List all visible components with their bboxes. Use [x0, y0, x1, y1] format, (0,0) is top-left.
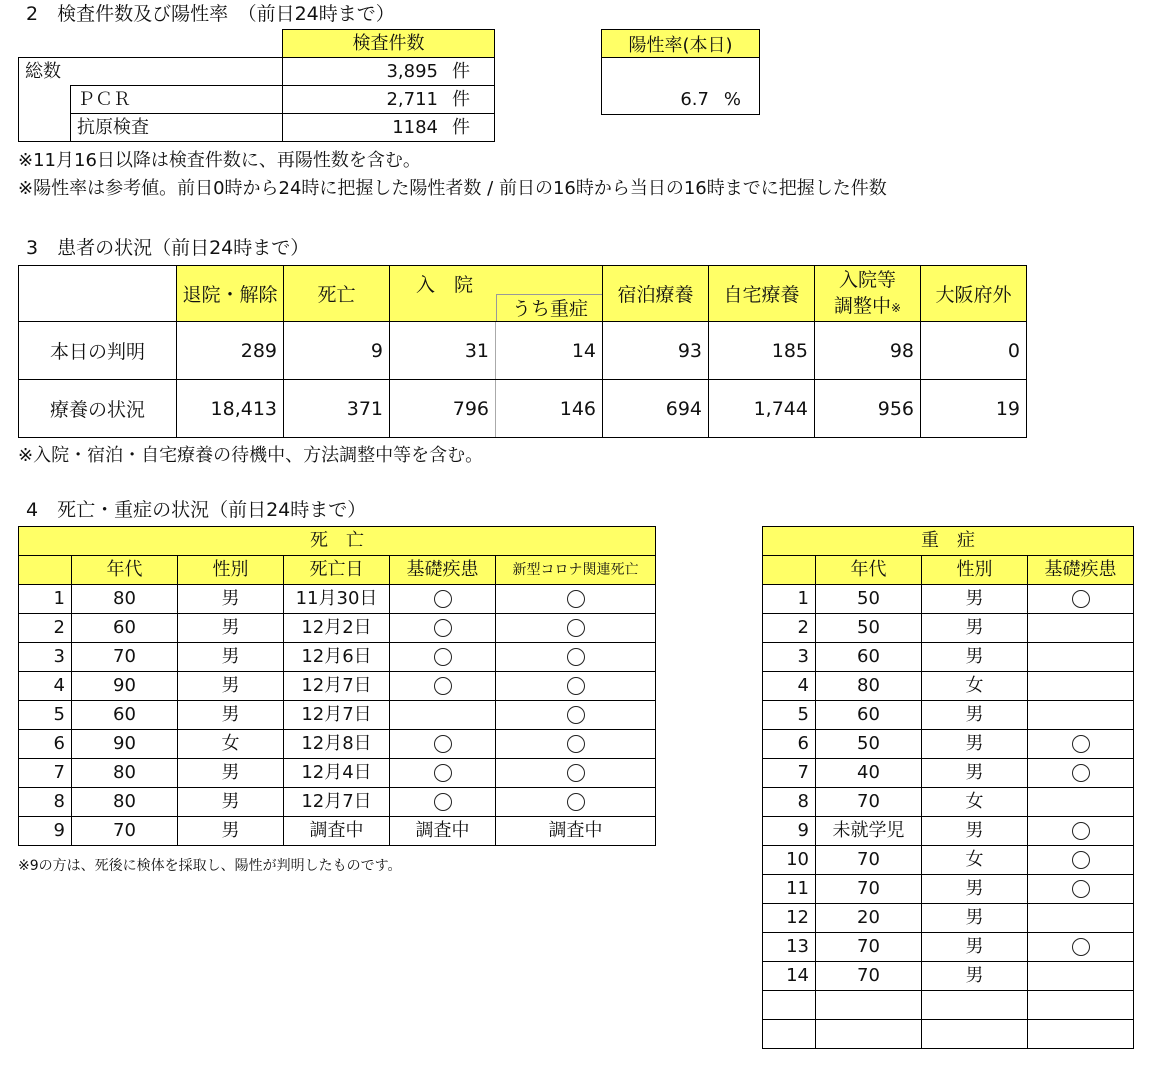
sex-cell: 男 [922, 730, 1028, 759]
unit: 件 [452, 117, 470, 138]
row-number: 7 [19, 759, 72, 788]
sex-cell: 男 [922, 701, 1028, 730]
disease-cell [390, 614, 496, 643]
header-deaths: 死亡 [284, 266, 390, 322]
patients-table [18, 265, 1027, 438]
sex-cell: 女 [922, 846, 1028, 875]
age-cell: 80 [816, 672, 922, 701]
disease-cell [390, 701, 496, 730]
age-cell: 60 [72, 614, 178, 643]
positivity-unit: % [723, 89, 741, 110]
header-hotel: 宿泊療養 [603, 266, 709, 322]
age-cell: 60 [816, 643, 922, 672]
date-cell: 12月6日 [284, 643, 390, 672]
disease-cell [1028, 759, 1134, 788]
table-row [763, 1020, 1134, 1049]
test-count: 2,711 [386, 89, 438, 110]
circle-mark-icon [434, 677, 452, 695]
circle-mark-icon [567, 677, 585, 695]
table-row [763, 759, 1134, 788]
test-count: 3,895 [386, 61, 438, 82]
table-row [763, 817, 1134, 846]
age-cell: 70 [816, 788, 922, 817]
col-disease: 基礎疾患 [390, 556, 496, 585]
col-sex: 性別 [178, 556, 284, 585]
circle-mark-icon [567, 793, 585, 811]
covid-cell [496, 585, 656, 614]
age-cell: 60 [72, 701, 178, 730]
disease-cell [390, 672, 496, 701]
sex-cell: 男 [178, 701, 284, 730]
cell: 93 [603, 322, 709, 380]
cell: 9 [284, 322, 390, 380]
sex-cell [922, 1020, 1028, 1049]
section3-title: 3 患者の状況（前日24時まで） [26, 237, 310, 259]
circle-mark-icon [567, 735, 585, 753]
age-cell: 50 [816, 614, 922, 643]
cell: 796 [390, 380, 496, 438]
cell: 956 [815, 380, 921, 438]
row-number: 9 [19, 817, 72, 846]
disease-cell [390, 643, 496, 672]
age-cell: 70 [816, 875, 922, 904]
row-number [763, 1020, 816, 1049]
sex-cell: 男 [178, 817, 284, 846]
sex-cell: 男 [922, 875, 1028, 904]
covid-cell: 調査中 [496, 817, 656, 846]
row-label: ＰＣＲ [71, 86, 283, 114]
date-cell: 12月7日 [284, 701, 390, 730]
circle-mark-icon [1072, 822, 1090, 840]
disease-cell [1028, 672, 1134, 701]
covid-cell [496, 643, 656, 672]
date-cell: 12月7日 [284, 788, 390, 817]
row-number: 4 [19, 672, 72, 701]
cell: 371 [284, 380, 390, 438]
age-cell: 70 [816, 846, 922, 875]
circle-mark-icon [1072, 851, 1090, 869]
row-number: 6 [763, 730, 816, 759]
date-cell: 調査中 [284, 817, 390, 846]
sex-cell: 女 [922, 672, 1028, 701]
cell: 289 [177, 322, 284, 380]
row-number: 11 [763, 875, 816, 904]
age-cell: 20 [816, 904, 922, 933]
unit: 件 [452, 89, 470, 110]
table-row [19, 817, 656, 846]
circle-mark-icon [434, 764, 452, 782]
table-row [763, 846, 1134, 875]
sex-cell: 男 [178, 585, 284, 614]
row-label: 抗原検査 [71, 114, 283, 142]
circle-mark-icon [1072, 764, 1090, 782]
circle-mark-icon [1072, 735, 1090, 753]
table-row [763, 788, 1134, 817]
age-cell: 90 [72, 730, 178, 759]
table-row [19, 672, 656, 701]
table-row [763, 730, 1134, 759]
sex-cell: 男 [922, 759, 1028, 788]
header-adjusting-top: 入院等 [838, 268, 896, 291]
age-cell: 90 [72, 672, 178, 701]
sex-cell: 男 [922, 962, 1028, 991]
sex-cell: 男 [178, 614, 284, 643]
circle-mark-icon [434, 648, 452, 666]
table-row [19, 380, 1027, 438]
deaths-table [18, 526, 656, 846]
age-cell: 70 [816, 962, 922, 991]
disease-cell [390, 730, 496, 759]
circle-mark-icon [1072, 590, 1090, 608]
circle-mark-icon [1072, 880, 1090, 898]
circle-mark-icon [434, 793, 452, 811]
tests-header: 検査件数 [283, 30, 495, 58]
cell: 185 [709, 322, 815, 380]
sex-cell: 男 [922, 933, 1028, 962]
sex-cell: 男 [178, 643, 284, 672]
cell: 146 [496, 380, 603, 438]
age-cell: 50 [816, 585, 922, 614]
covid-cell [496, 614, 656, 643]
col-date: 死亡日 [284, 556, 390, 585]
header-adjusting-mark: ※ [890, 300, 902, 315]
disease-cell [1028, 817, 1134, 846]
age-cell: 60 [816, 701, 922, 730]
date-cell: 12月2日 [284, 614, 390, 643]
row-number: 10 [763, 846, 816, 875]
disease-cell [1028, 1020, 1134, 1049]
cell: 19 [921, 380, 1027, 438]
col-sex: 性別 [922, 556, 1028, 585]
table-row [19, 730, 656, 759]
section2-title: 2 検査件数及び陽性率 （前日24時まで） [26, 3, 395, 25]
sex-cell: 男 [178, 672, 284, 701]
row-number: 8 [19, 788, 72, 817]
circle-mark-icon [567, 619, 585, 637]
disease-cell [1028, 962, 1134, 991]
disease-cell [1028, 991, 1134, 1020]
row-number: 5 [19, 701, 72, 730]
table-row [763, 585, 1134, 614]
covid-cell [496, 759, 656, 788]
disease-cell [1028, 701, 1134, 730]
age-cell: 50 [816, 730, 922, 759]
cell: 694 [603, 380, 709, 438]
positivity-value: 6.7 [680, 89, 709, 110]
section4-title: 4 死亡・重症の状況（前日24時まで） [26, 499, 367, 521]
date-cell: 12月7日 [284, 672, 390, 701]
deaths-header: 死 亡 [19, 527, 656, 556]
row-number: 8 [763, 788, 816, 817]
age-cell: 80 [72, 585, 178, 614]
covid-cell [496, 788, 656, 817]
table-row [763, 991, 1134, 1020]
cell: 0 [921, 322, 1027, 380]
sex-cell: 男 [178, 788, 284, 817]
table-row [763, 672, 1134, 701]
cell: 18,413 [177, 380, 284, 438]
table-row [19, 58, 495, 86]
table-row [763, 643, 1134, 672]
disease-cell: 調査中 [390, 817, 496, 846]
unit: 件 [452, 61, 470, 82]
header-hospitalized: 入 院 [416, 274, 474, 296]
covid-cell [496, 730, 656, 759]
sex-cell: 男 [922, 585, 1028, 614]
table-row [19, 759, 656, 788]
header-discharged: 退院・解除 [177, 266, 284, 322]
disease-cell [1028, 933, 1134, 962]
col-covid: 新型コロナ関連死亡 [496, 556, 656, 585]
table-row [19, 643, 656, 672]
table-row [19, 322, 1027, 380]
row-number [763, 991, 816, 1020]
circle-mark-icon [567, 590, 585, 608]
tests-table [18, 29, 495, 142]
sex-cell: 男 [922, 904, 1028, 933]
age-cell: 70 [72, 817, 178, 846]
disease-cell [1028, 614, 1134, 643]
severe-header: 重 症 [763, 527, 1134, 556]
row-number: 13 [763, 933, 816, 962]
row-number: 2 [19, 614, 72, 643]
table-row [19, 114, 495, 142]
age-cell: 80 [72, 788, 178, 817]
deaths-note: ※9の方は、死後に検体を採取し、陽性が判明したものです。 [18, 858, 402, 874]
col-disease: 基礎疾患 [1028, 556, 1134, 585]
row-number: 3 [763, 643, 816, 672]
cell: 98 [815, 322, 921, 380]
header-outside: 大阪府外 [921, 266, 1027, 322]
col-age: 年代 [72, 556, 178, 585]
sex-cell: 男 [922, 643, 1028, 672]
table-row [763, 701, 1134, 730]
positivity-table [601, 29, 760, 115]
header-adjusting-bottom: 調整中 [833, 294, 891, 317]
positivity-header: 陽性率(本日) [602, 30, 760, 58]
row-number: 9 [763, 817, 816, 846]
row-label: 療養の状況 [19, 380, 177, 438]
age-cell: 70 [816, 933, 922, 962]
disease-cell [390, 788, 496, 817]
table-row [19, 585, 656, 614]
row-number: 3 [19, 643, 72, 672]
age-cell: 70 [72, 643, 178, 672]
date-cell: 12月8日 [284, 730, 390, 759]
cell: 14 [496, 322, 603, 380]
sex-cell: 女 [178, 730, 284, 759]
row-number: 14 [763, 962, 816, 991]
row-number: 7 [763, 759, 816, 788]
age-cell: 未就学児 [816, 817, 922, 846]
sex-cell: 男 [178, 759, 284, 788]
disease-cell [390, 759, 496, 788]
circle-mark-icon [567, 764, 585, 782]
circle-mark-icon [1072, 938, 1090, 956]
test-count: 1184 [392, 117, 438, 138]
row-number: 1 [763, 585, 816, 614]
covid-cell [496, 701, 656, 730]
disease-cell [1028, 846, 1134, 875]
disease-cell [1028, 875, 1134, 904]
cell: 31 [390, 322, 496, 380]
row-number: 6 [19, 730, 72, 759]
table-row [19, 614, 656, 643]
table-row [763, 933, 1134, 962]
cell: 1,744 [709, 380, 815, 438]
row-number: 1 [19, 585, 72, 614]
header-home: 自宅療養 [709, 266, 815, 322]
age-cell: 40 [816, 759, 922, 788]
row-number: 4 [763, 672, 816, 701]
table-row [19, 788, 656, 817]
header-severe: うち重症 [496, 294, 603, 322]
date-cell: 12月4日 [284, 759, 390, 788]
note: ※入院・宿泊・自宅療養の待機中、方法調整中等を含む。 [18, 445, 484, 466]
disease-cell [1028, 585, 1134, 614]
sex-cell: 男 [922, 614, 1028, 643]
covid-cell [496, 672, 656, 701]
disease-cell [1028, 643, 1134, 672]
table-row [19, 701, 656, 730]
disease-cell [1028, 730, 1134, 759]
age-cell [816, 1020, 922, 1049]
row-number: 12 [763, 904, 816, 933]
circle-mark-icon [434, 619, 452, 637]
disease-cell [1028, 788, 1134, 817]
row-label: 本日の判明 [19, 322, 177, 380]
row-label: 総数 [19, 58, 71, 86]
table-row [763, 904, 1134, 933]
circle-mark-icon [567, 706, 585, 724]
col-age: 年代 [816, 556, 922, 585]
date-cell: 11月30日 [284, 585, 390, 614]
table-row [763, 875, 1134, 904]
sex-cell: 男 [922, 817, 1028, 846]
severe-table [762, 526, 1134, 1049]
circle-mark-icon [434, 590, 452, 608]
table-row [763, 614, 1134, 643]
row-number: 5 [763, 701, 816, 730]
sex-cell: 女 [922, 788, 1028, 817]
table-row [763, 962, 1134, 991]
note: ※陽性率は参考値。前日0時から24時に把握した陽性者数 / 前日の16時から当日の16時までに把握した件数 [18, 178, 887, 199]
circle-mark-icon [567, 648, 585, 666]
disease-cell [1028, 904, 1134, 933]
table-row [19, 86, 495, 114]
note: ※11月16日以降は検査件数に、再陽性数を含む。 [18, 150, 421, 171]
age-cell [816, 991, 922, 1020]
sex-cell [922, 991, 1028, 1020]
row-number: 2 [763, 614, 816, 643]
age-cell: 80 [72, 759, 178, 788]
circle-mark-icon [434, 735, 452, 753]
disease-cell [390, 585, 496, 614]
